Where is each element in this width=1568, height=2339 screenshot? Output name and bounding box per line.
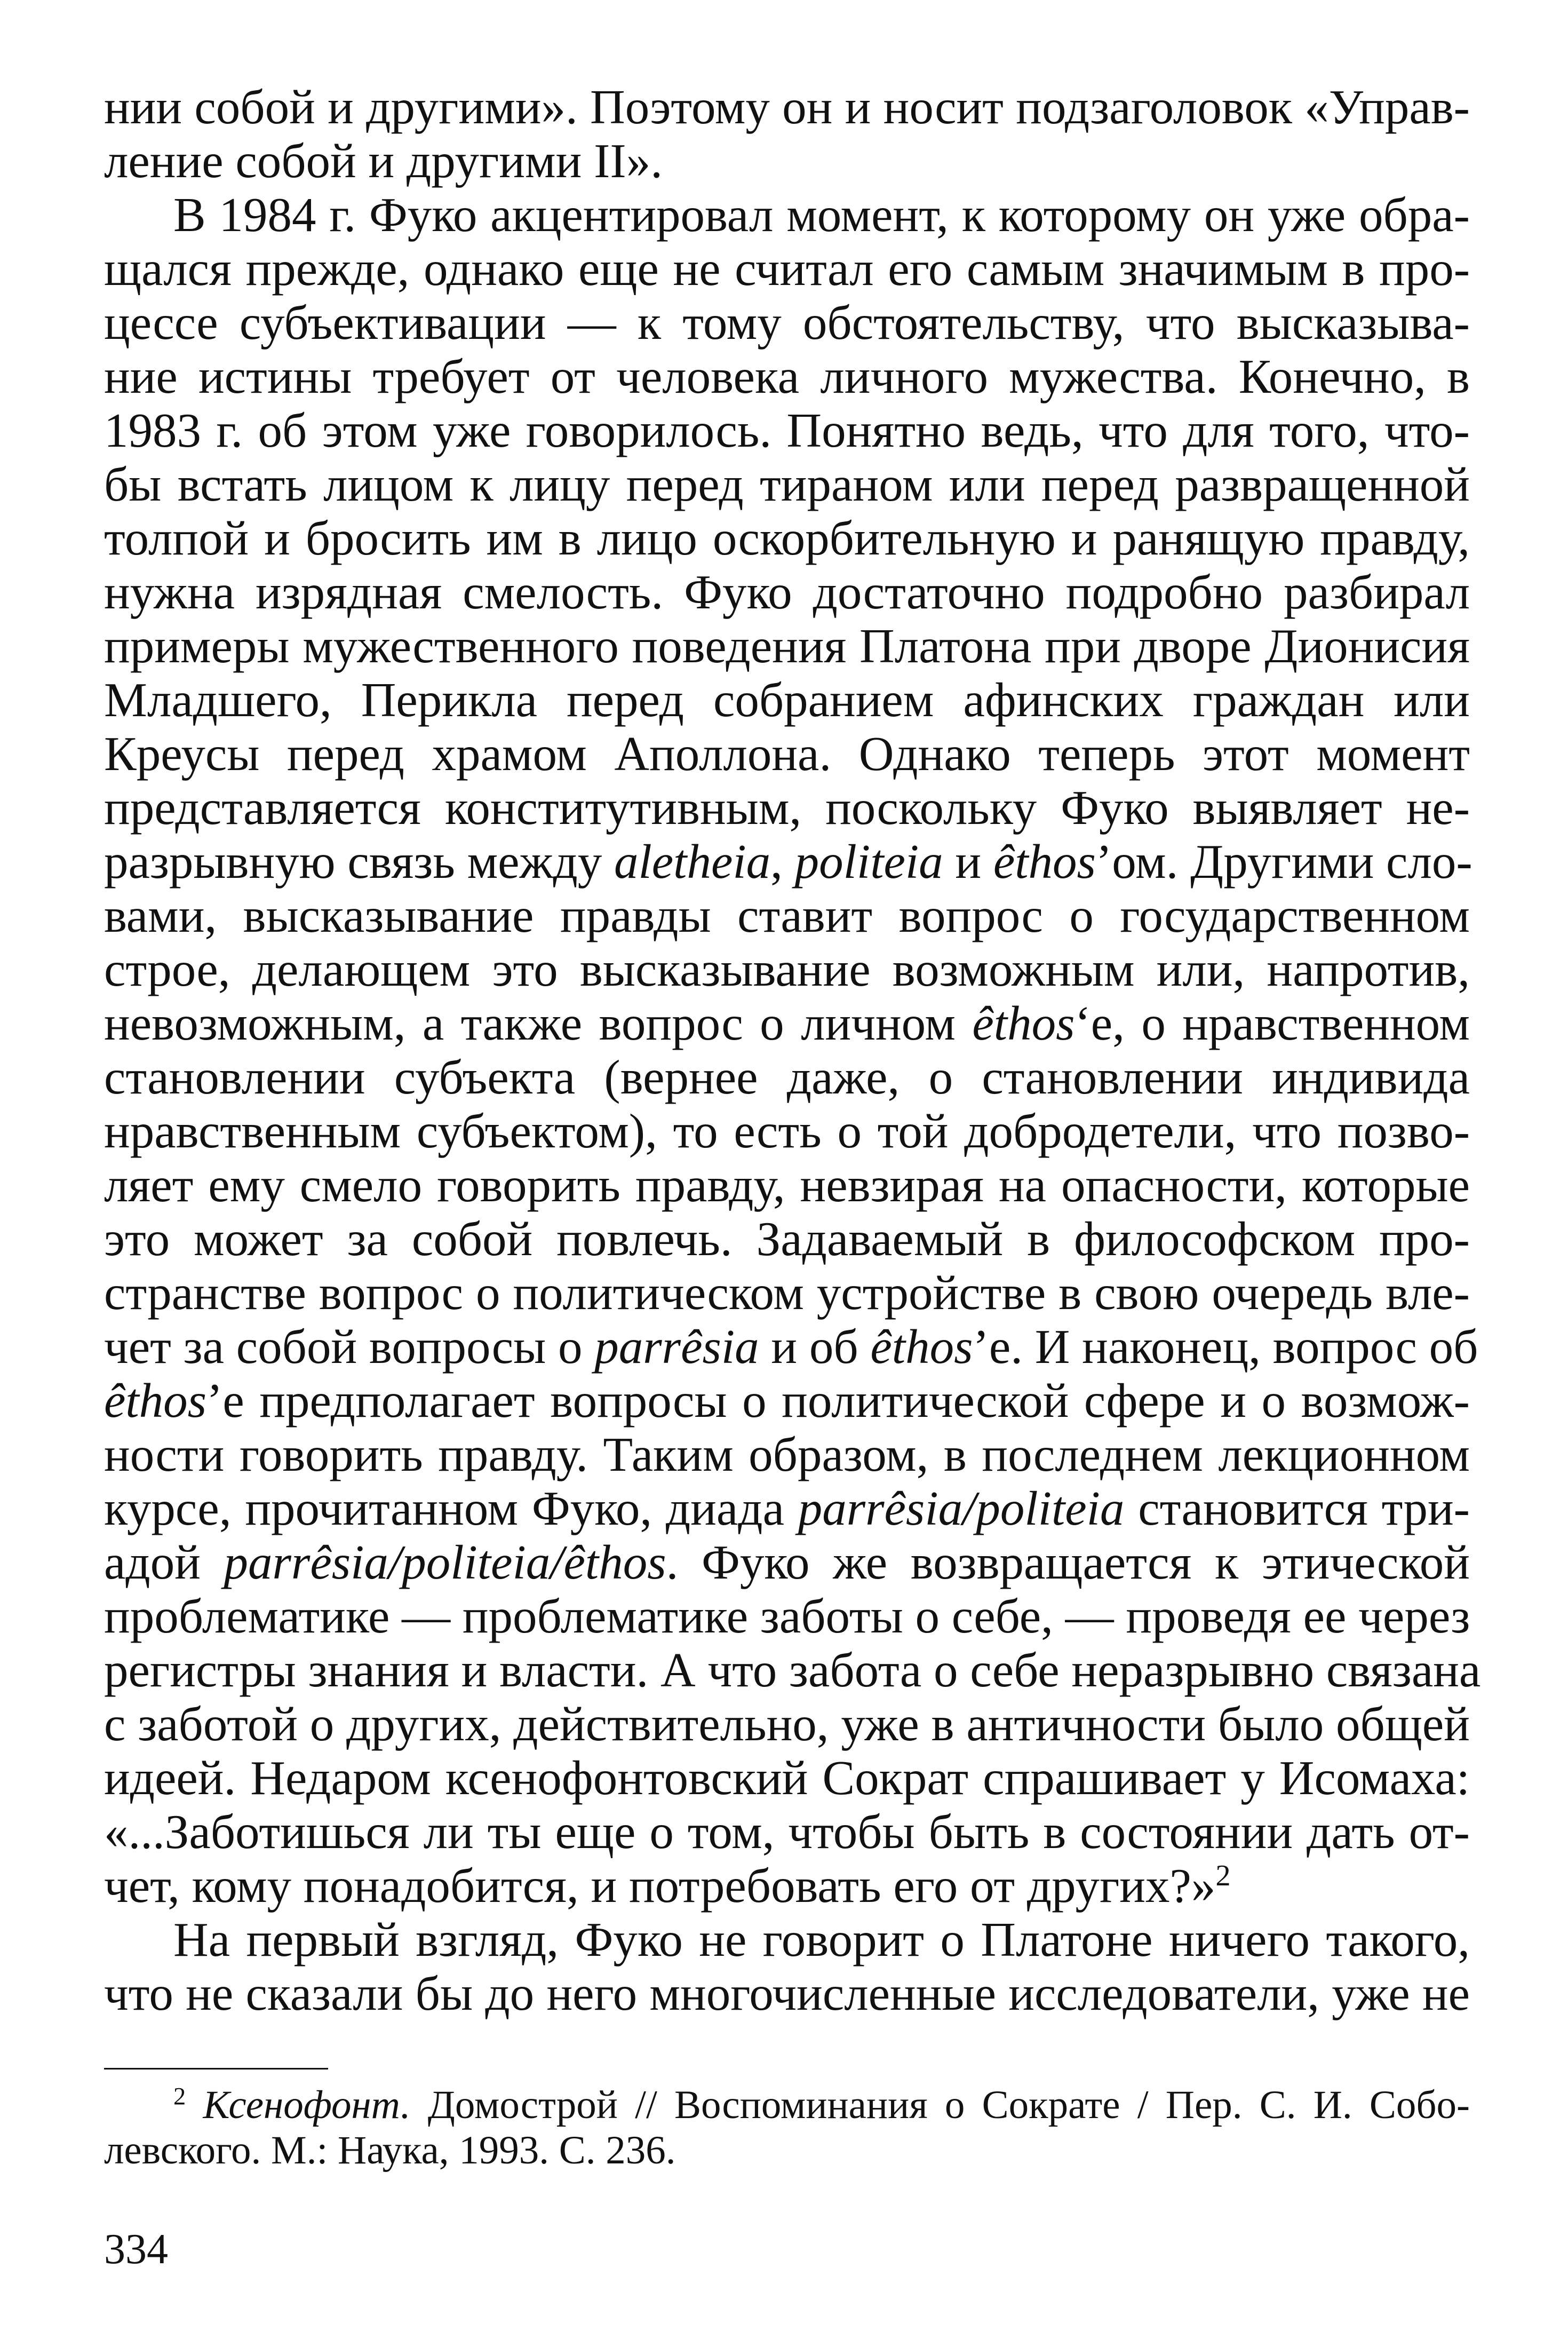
text-line xyxy=(104,727,1470,781)
text-line xyxy=(104,1697,1470,1751)
text-line xyxy=(104,80,1470,134)
text-run: ’е. И наконец, вопрос об xyxy=(973,1320,1478,1374)
text-run: толпой и бросить им в лицо оскорбительную и ранящую правду, xyxy=(104,511,1470,565)
text-run: ’е предполагает вопросы о политической сфере и о возмож- xyxy=(206,1374,1470,1428)
text-line xyxy=(104,1967,1470,2020)
text-line xyxy=(104,673,1470,727)
text-run: Младшего, Перикла перед собранием афинских граждан или xyxy=(104,673,1470,727)
italic-term: êthos xyxy=(972,996,1075,1050)
text-line xyxy=(104,1050,1470,1104)
text-run: «...Заботишься ли ты еще о том, чтобы быть в состоянии дать от- xyxy=(104,1805,1470,1859)
text-line xyxy=(104,403,1470,457)
text-run: странстве вопрос о политическом устройстве в свою очередь вле- xyxy=(104,1266,1470,1320)
text-run: представляется конститутивным, поскольку Фуко выявляет не- xyxy=(104,781,1470,835)
text-run: невозможным, а также вопрос о личном xyxy=(104,996,973,1050)
text-line xyxy=(104,1266,1470,1320)
text-run: вами, высказывание правды ставит вопрос о государственном xyxy=(104,889,1470,942)
italic-term: parrêsia/politeia/êthos xyxy=(224,1535,666,1589)
text-line xyxy=(104,1535,1470,1589)
text-run: бы встать лицом к лицу перед тираном или перед развращенной xyxy=(104,457,1470,511)
text-line xyxy=(104,565,1470,619)
italic-term: êthos xyxy=(870,1320,973,1374)
text-run: разрывную связь между xyxy=(104,835,614,889)
text-line xyxy=(104,188,1470,242)
text-run: нравственным субъектом), то есть о той добродетели, что позво- xyxy=(104,1104,1470,1158)
text-line xyxy=(104,1643,1481,1697)
footnote-line: левского. М.: Наука, 1993. С. 236. xyxy=(104,2128,676,2173)
text-run: ление собой и другими II». xyxy=(104,134,663,188)
text-run: Креусы перед храмом Аполлона. Однако теперь этот момент xyxy=(104,727,1470,781)
italic-term: aletheia xyxy=(614,835,771,889)
page-number: 334 xyxy=(104,2226,168,2273)
text-run: ляет ему смело говорить правду, невзирая на опасности, которые xyxy=(104,1158,1470,1212)
text-run: проблематике — проблематике заботы о себе, — проведя ее через xyxy=(104,1589,1470,1643)
text-run: ние истины требует от человека личного мужества. Конечно, в xyxy=(104,350,1470,403)
text-run: ‘е, о нравственном xyxy=(1074,996,1470,1050)
text-run: курсе, прочитанном Фуко, диада xyxy=(104,1481,798,1535)
italic-term: politeia xyxy=(794,835,943,889)
italic-term: êthos xyxy=(104,1374,207,1428)
text-run: цессе субъективации — к тому обстоятельству, что высказыва- xyxy=(104,296,1470,350)
italic-term: parrêsia xyxy=(594,1320,759,1374)
text-line xyxy=(104,996,1470,1050)
text-line xyxy=(104,242,1470,296)
footnote-divider xyxy=(104,2068,328,2070)
text-line xyxy=(104,1805,1470,1859)
footnote-marker: 2 xyxy=(173,2083,186,2111)
text-line xyxy=(104,1859,1470,1913)
text-run: нии собой и другими». Поэтому он и носит подзаголовок «Управ- xyxy=(104,80,1470,134)
text-run: и об xyxy=(759,1320,871,1374)
text-line xyxy=(104,835,1473,889)
footnote-author: Ксенофонт. xyxy=(203,2083,411,2127)
text-line xyxy=(104,1589,1470,1643)
text-run: примеры мужественного поведения Платона при дворе Дионисия xyxy=(104,619,1470,673)
text-run: ности говорить правду. Таким образом, в последнем лекционном xyxy=(104,1428,1470,1481)
text-line xyxy=(104,1374,1470,1428)
text-line xyxy=(104,1212,1470,1266)
text-line xyxy=(104,1913,1470,1967)
text-line xyxy=(104,1428,1470,1481)
text-run: щался прежде, однако еще не считал его самым значимым в про- xyxy=(104,242,1470,296)
text-run: нужна изрядная смелость. Фуко достаточно подробно разбирал xyxy=(104,565,1470,619)
text-run: ’ом. Другими сло- xyxy=(1095,835,1473,889)
footnote-line xyxy=(104,2082,1470,2128)
text-line xyxy=(104,296,1470,350)
text-run: это может за собой повлечь. Задаваемый в философском про- xyxy=(104,1212,1470,1266)
text-run: адой xyxy=(104,1535,224,1589)
text-line xyxy=(104,457,1470,511)
text-line xyxy=(104,781,1470,835)
text-run: , xyxy=(770,835,795,889)
text-run: что не сказали бы до него многочисленные исследователи, уже не xyxy=(104,1967,1470,2020)
text-run: В 1984 г. Фуко акцентировал момент, к которому он уже обра- xyxy=(173,188,1470,242)
text-run: На первый взгляд, Фуко не говорит о Платоне ничего такого, xyxy=(173,1913,1470,1967)
text-line xyxy=(104,134,1470,188)
text-run: чет за собой вопросы о xyxy=(104,1320,595,1374)
text-line xyxy=(104,511,1470,565)
text-line xyxy=(104,1481,1470,1535)
text-line xyxy=(104,1158,1470,1212)
text-run: регистры знания и власти. А что забота о себе неразрывно связана xyxy=(104,1643,1481,1697)
text-run: . Фуко же возвращается к этической xyxy=(666,1535,1470,1589)
footnote-reference[interactable]: 2 xyxy=(1215,1859,1231,1892)
text-run: идеей. Недаром ксенофонтовский Сократ спрашивает у Исомаха: xyxy=(104,1751,1470,1805)
italic-term: êthos xyxy=(993,835,1096,889)
text-line xyxy=(104,889,1470,942)
text-line xyxy=(104,1320,1478,1374)
body-text xyxy=(104,80,1481,2020)
text-run: строе, делающем это высказывание возможным или, напротив, xyxy=(104,942,1470,996)
text-line xyxy=(104,1104,1470,1158)
footnote-text: Домострой // Воспоминания о Сократе / Пер. С. И. Собо- xyxy=(410,2083,1470,2127)
text-run: становится три- xyxy=(1124,1481,1470,1535)
text-line xyxy=(104,1751,1470,1805)
footnote xyxy=(104,2082,1470,2173)
text-line xyxy=(104,942,1470,996)
italic-term: parrêsia/politeia xyxy=(798,1481,1125,1535)
text-run: 1983 г. об этом уже говорилось. Понятно ведь, что для того, что- xyxy=(104,403,1470,457)
text-line xyxy=(104,350,1470,403)
text-line xyxy=(104,619,1470,673)
text-run: с заботой о других, действительно, уже в античности было общей xyxy=(104,1697,1470,1751)
text-run: становлении субъекта (вернее даже, о становлении индивида xyxy=(104,1050,1470,1104)
text-run: и xyxy=(943,835,993,889)
text-run: чет, кому понадобится, и потребовать его от других?» xyxy=(104,1859,1216,1913)
